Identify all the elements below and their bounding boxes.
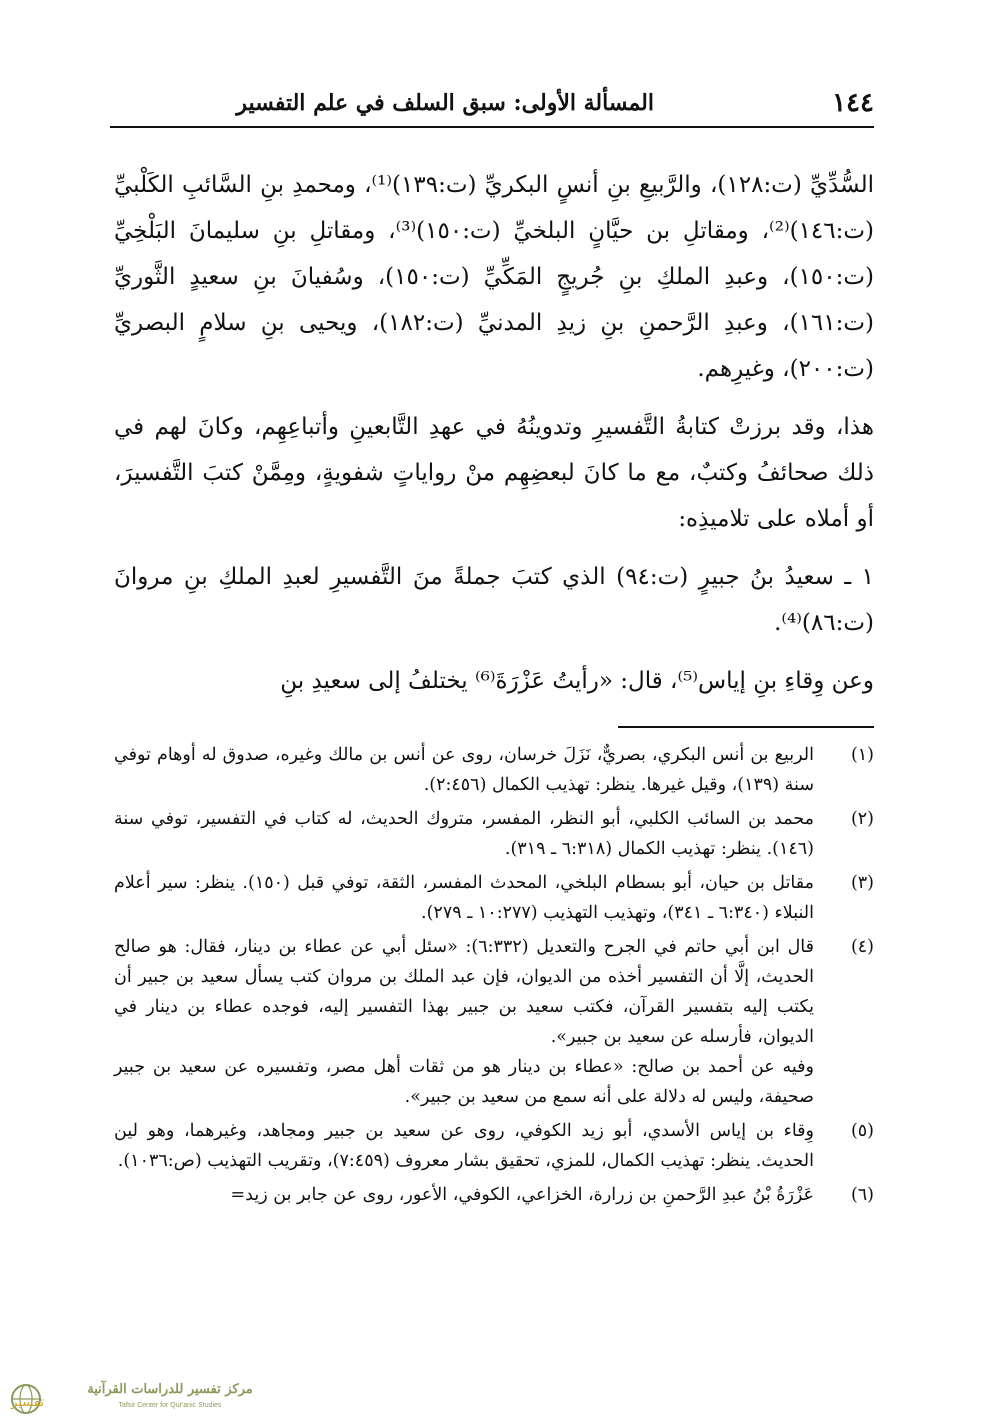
main-text: [114, 162, 874, 716]
footnote-text: [114, 932, 814, 1112]
logo-emblem-word: تفسير: [11, 1395, 44, 1410]
logo-english-name: Tafsir Center for Qur'anic Studies: [118, 1402, 222, 1409]
globe-logo-icon: [10, 1382, 66, 1416]
publisher-logo: [10, 1382, 270, 1416]
footnote-text: [114, 1116, 814, 1176]
footnote-line: قال ابن أبي حاتم في الجرح والتعديل (٦:٣٣٢): «سئل أبي عن عطاء بن دينار، فقال: هو صالح الحديث، إلَّا أن التفسير أخذه من الديوان، فإن عبد الملك بن مروان كتب يسأل سعيد بن جبير أن يكتب إليه بتفسير القرآن، فكتب سعيد بن جبير بهذا التفسير إليه، فوجده عطاء بن دينار في الديوان، فأرسله عن سعيد بن جبير».: [114, 937, 814, 1047]
footnote: [114, 868, 874, 928]
paragraph: ١ ـ سعيدُ بنُ جبيرٍ (ت:٩٤) الذي كتبَ جملةً منَ التَّفسيرِ لعبدِ الملكِ بنِ مروانَ (ت:٨٦)⁽⁴⁾.: [114, 564, 875, 636]
footnote-line: مقاتل بن حيان، أبو بسطام البلخي، المحدث المفسر، الثقة، توفي قبل (١٥٠). ينظر: سير أعلام النبلاء (٦:٣٤٠ ـ ٣٤١)، وتهذيب التهذيب (١٠:٢٧٧ ـ ٢٧٩).: [114, 873, 814, 923]
footnote: [114, 932, 874, 1112]
footnote-line: وِقاء بن إياس الأسدي، أبو زيد الكوفي، روى عن سعيد بن جبير ومجاهد، وغيرهما، وهو لين الحديث. ينظر: تهذيب الكمال، للمزي، تحقيق بشار معروف (٧:٤٥٩)، وتقريب التهذيب (ص:١٠٣٦).: [114, 1121, 814, 1171]
footnote-number: (٥): [850, 1121, 874, 1141]
footnote-number: (٦): [850, 1185, 874, 1205]
footnote-number: (٤): [850, 937, 874, 957]
footnote-line: عَزْرَةُ بْنُ عبدِ الرَّحمنِ بن زرارة، الخزاعي، الكوفي، الأعور، روى عن جابر بن زيد=: [230, 1185, 814, 1205]
logo-arabic-name: مركز تفسير للدراسات القرآنية: [87, 1382, 253, 1397]
footnote-separator: [618, 726, 874, 728]
paragraph: هذا، وقد برزتْ كتابةُ التَّفسيرِ وتدوينُهُ في عهدِ التَّابعينِ وأتباعِهِم، وكانَ لهم في ذلك صحائفُ وكتبٌ، مع ما كانَ لبعضِهِم منْ رواياتٍ شفويةٍ، ومِمَّنْ كتبَ التَّفسيرَ، أو أملاه على تلاميذِه:: [114, 414, 874, 532]
footnote-line: الربيع بن أنس البكري، بصريٌّ، نَزَلَ خرسان، روى عن أنس بن مالك وغيره، صدوق له أوهام توفي سنة (١٣٩)، وقيل غيرها. ينظر: تهذيب الكمال (٢:٤٥٦).: [114, 745, 814, 795]
footnote: [114, 804, 874, 864]
footnote-number: (١): [850, 745, 874, 765]
chapter-title: المسألة الأولى: سبق السلف في علم التفسير: [236, 90, 654, 116]
running-header: [110, 88, 874, 128]
paragraph: وعن وِقاءِ بنِ إياس⁽⁵⁾، قال: «رأيتُ عَزْرَةَ⁽⁶⁾ يختلفُ إلى سعيدِ بنِ: [280, 668, 874, 694]
footnote: [114, 1180, 874, 1210]
footnote-text: [114, 1180, 814, 1210]
footnote-text: [114, 740, 814, 800]
footnote-text: [114, 868, 814, 928]
footnote-line: وفيه عن أحمد بن صالح: «عطاء بن دينار هو من ثقات أهل مصر، وتفسيره عن سعيد بن جبير صحيفة، وليس له دلالة على أنه سمع من سعيد بن جبير».: [114, 1057, 814, 1107]
footnote: [114, 740, 874, 800]
footnote: [114, 1116, 874, 1176]
page-number: ١٤٤: [832, 88, 874, 118]
footnote-text: [114, 804, 814, 864]
paragraph: السُّدِّيِّ (ت:١٢٨)، والرَّبيعِ بنِ أنسٍ البكريِّ (ت:١٣٩)⁽¹⁾، ومحمدِ بنِ السَّائبِ الكَلْبيِّ (ت:١٤٦)⁽²⁾، ومقاتلِ بن حيَّانٍ البلخيِّ (ت:١٥٠)⁽³⁾، ومقاتلِ بنِ سليمانَ البَلْخِيِّ (ت:١٥٠)، وعبدِ الملكِ بنِ جُريجٍ المَكِّيِّ (ت:١٥٠)، وسُفيانَ بنِ سعيدٍ الثَّوريِّ (ت:١٦١)، وعبدِ الرَّحمنِ بنِ زيدِ المدنيِّ (ت:١٨٢)، ويحيى بنِ سلامٍ البصريِّ (ت:٢٠٠)، وغيرِهم.: [114, 172, 875, 382]
footnote-line: محمد بن السائب الكلبي، أبو النظر، المفسر، متروك الحديث، له كتاب في التفسير، توفي سنة (١٤٦). ينظر: تهذيب الكمال (٦:٣١٨ ـ ٣١٩).: [114, 809, 814, 859]
footnotes: [114, 740, 874, 1214]
footnote-number: (٣): [850, 873, 874, 893]
footnote-number: (٢): [850, 809, 874, 829]
